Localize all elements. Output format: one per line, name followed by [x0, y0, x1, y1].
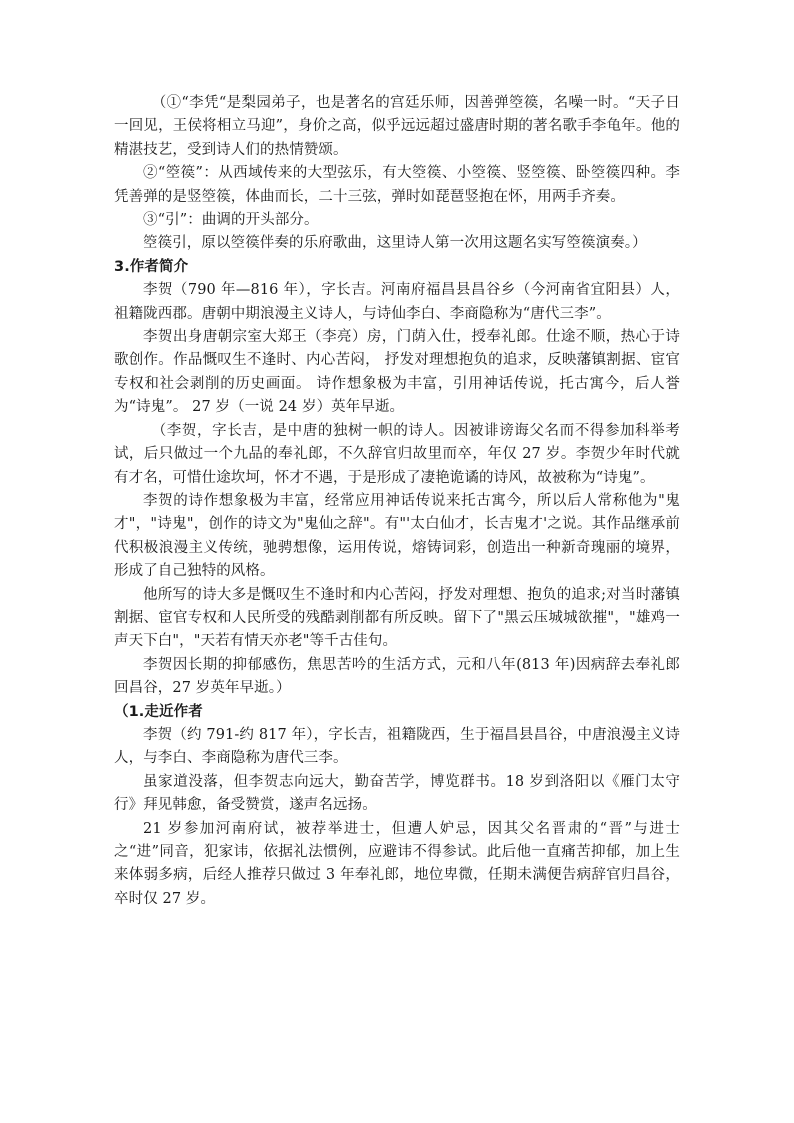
author-paragraph-5: 他所写的诗大多是慨叹生不逢时和内心苦闷，抒发对理想、抱负的追求;对当时藩镇割据、宦官专权和人民所受的残酷剥削都有所反映。留下了"黑云压城城欲摧"，"雄鸡一声天下白"，"天若有情天亦老"等千古佳句。: [114, 586, 680, 650]
section-heading-author-intro: 3.作者简介: [114, 258, 189, 275]
author-paragraph-4: 李贺的诗作想象极为丰富，经常应用神话传说来托古寓今，所以后人常称他为"鬼才"，"诗鬼"，创作的诗文为"鬼仙之辞"。有"'太白仙才，长吉鬼才'之说。其作品继承前代积极浪漫主义传统，驰骋想像，运用传说，熔铸词彩，创造出一种新奇瑰丽的境界，形成了自己独特的风格。: [114, 492, 680, 580]
author-paragraph-6: 李贺因长期的抑郁感伤，焦思苦吟的生活方式，元和八年(813 年)因病辞去奉礼郎回昌谷，27 岁英年早逝。）: [114, 656, 680, 697]
author-paragraph-3: （李贺，字长吉，是中唐的独树一帜的诗人。因被诽谤诲父名而不得参加科举考试，后只做过一个九品的奉礼郎，不久辞官归故里而卒，年仅 27 岁。李贺少年时代就有才名，可惜仕途坎坷，怀才不遇，于是形成了凄艳诡谲的诗风，故被称为“诗鬼”。: [114, 422, 680, 486]
document-body: [114, 92, 680, 911]
section-heading-approach-author: （1.走近作者: [114, 703, 203, 720]
author-paragraph-2: 李贺出身唐朝宗室大郑王（李亮）房，门荫入仕，授奉礼郎。仕途不顺，热心于诗歌创作。作品慨叹生不逢时、内心苦闷， 抒发对理想抱负的追求，反映藩镇割据、宦官专权和社会剥削的历史画面。 诗作想象极为丰富，引用神话传说，托古寓今，后人誉为“诗鬼”。 27 岁（一说 24 岁）英年早逝。: [114, 329, 680, 416]
note-4: 箜篌引，原以箜篌伴奏的乐府歌曲，这里诗人第一次用这题名实写箜篌演奏。）: [143, 235, 647, 252]
approach-paragraph-1: 李贺（约 791-约 817 年），字长吉，祖籍陇西，生于福昌县昌谷，中唐浪漫主义诗人，与李白、李商隐称为唐代三李。: [114, 726, 680, 767]
note-2: ②“箜篌”：从西域传来的大型弦乐，有大箜篌、小箜篌、竖箜篌、卧箜篌四种。李凭善弹的是竖箜篌，体曲而长，二十三弦，弹时如琵琶竖抱在怀，用两手齐奏。: [114, 165, 680, 205]
note-1: （①“李凭“是梨园弟子，也是著名的宫廷乐师，因善弹箜篌，名噪一时。“天子日一回见，王侯将相立马迎”，身价之高，似乎远远超过盛唐时期的著名歌手李龟年。他的精湛技艺，受到诗人们的热情赞颂。: [114, 95, 680, 158]
approach-paragraph-2: 虽家道没落，但李贺志向远大，勤奋苦学，博览群书。18 岁到洛阳以《雁门太守行》拜见韩愈，备受赞赏，遂声名远扬。: [114, 773, 680, 814]
approach-paragraph-3: 21 岁参加河南府试，被荐举进士，但遭人妒忌，因其父名晋肃的“晋”与进士之“进”同音，犯家讳，依据礼法惯例，应避讳不得参试。此后他一直痛苦抑郁，加上生来体弱多病，后经人推荐只做过 3 年奉礼郎，地位卑微，任期未满便告病辞官归昌谷，卒时仅 27 岁。: [114, 820, 680, 907]
note-3: ③“引”：曲调的开头部分。: [143, 212, 319, 229]
author-paragraph-1: 李贺（790 年—816 年），字长吉。河南府福昌县昌谷乡（今河南省宜阳县）人，祖籍陇西郡。唐朝中期浪漫主义诗人，与诗仙李白、李商隐称为“唐代三李”。: [114, 282, 680, 322]
